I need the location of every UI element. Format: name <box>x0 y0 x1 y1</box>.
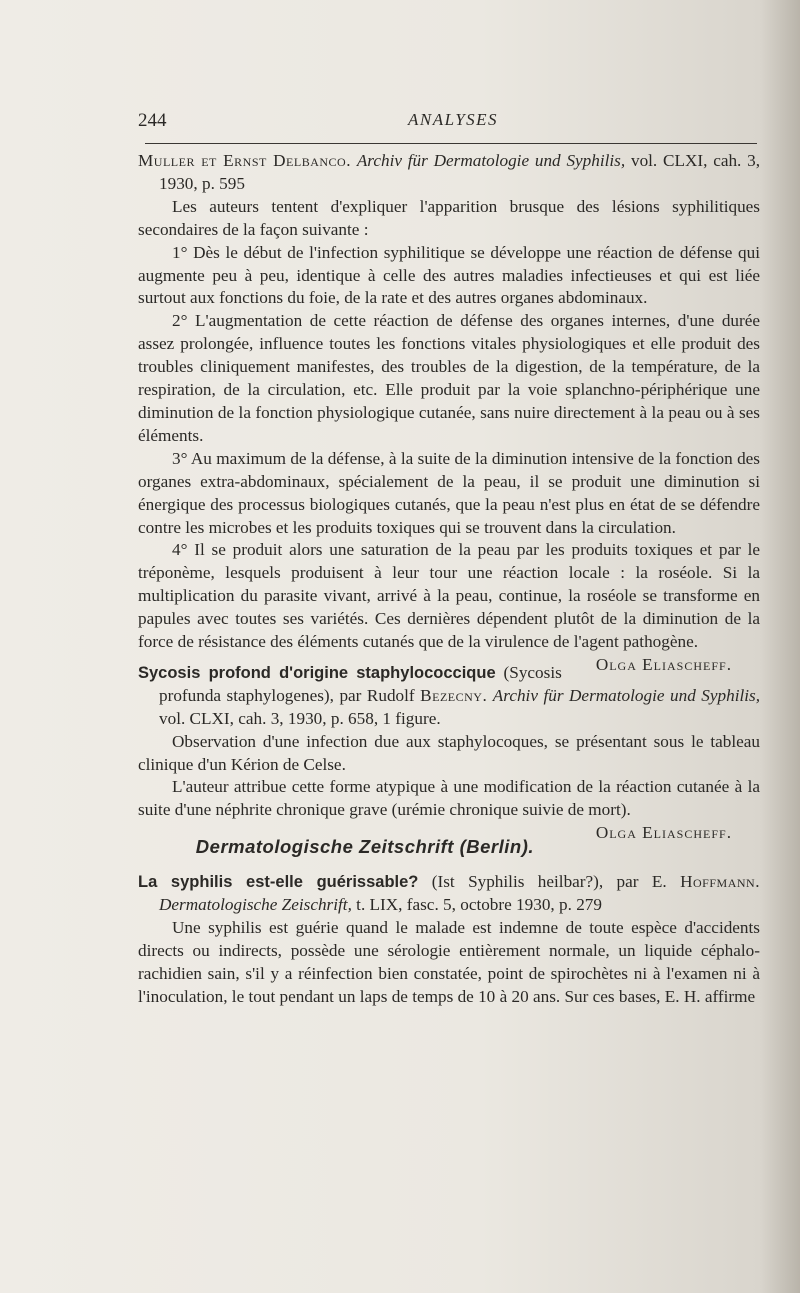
running-title: ANALYSES <box>408 110 499 129</box>
section-heading: Dermatologische Zeitschrift (Berlin). <box>195 836 534 858</box>
article1-journal: Archiv für Dermatologie und Syphilis, <box>356 151 626 170</box>
article1-paragraph: 1° Dès le début de l'infection syphilitique se développe une réaction de défense qui augmente peu à peu, identique à celle des autres maladies infectieuses et qui est liée surtout aux fonctions du foie, de la rate et des autres organes abdominaux. <box>138 242 760 308</box>
article1-paragraph: Les auteurs tentent d'expliquer l'apparition brusque des lésions syphilitiques secondaires de la façon suivante : <box>138 196 760 239</box>
article2-paragraph-text: L'auteur attribue cette forme atypique à une modification de la réaction cutanée à la suite d'une néphrite chronique grave (urémie chronique suivie de mort). <box>138 777 760 820</box>
article1-paragraph: 2° L'augmentation de cette réaction de défense des organes internes, d'une durée assez prolongée, influence toutes les fonctions vitales physiologiques et elle produit des troubles cliniquement manifestes, des troubles de la digestion, de la température, de la respiration, de la circulation, etc. Elle produit par la voie splanchno-périphérique une diminution de la fonction physiologique cutanée, sans nuire directement à la peau ou à ses éléments. <box>138 311 760 445</box>
article2-journal: Archiv für Dermatologie und Syphilis, <box>492 685 761 705</box>
header-rule <box>145 143 757 144</box>
article3-citation <box>138 871 760 917</box>
article3-journal: Dermatologische Zeischrift, <box>159 895 352 915</box>
article2-paragraph: Observation d'une infection due aux staphylocoques, se présentant sous le tableau clinique d'un Kérion de Celse. <box>138 731 760 774</box>
article2-ref: vol. CLXI, cah. 3, 1930, p. 658, 1 figure. <box>159 708 441 728</box>
article3-paragraph: Une syphilis est guérie quand le malade est indemne de toute espèce d'accidents directs ou indirects, possède une sérologie entièrement normale, un liquide céphalo-rachidien sain, s'il y a réinfection bien constatée, point de spirochètes ni à l'examen ni à l'inoculation, le tout pendant un laps de temps de 10 à 20 ans. Sur ces bases, E. H. affirme <box>138 918 760 1006</box>
article2-subtitle: (Sycosis profunda staphylogenes), par Rudolf <box>159 662 562 705</box>
article3-title: La syphilis est-elle guérissable? <box>138 873 419 892</box>
article2-title: Sycosis profond d'origine staphylococcique <box>138 663 496 682</box>
article1-paragraph: 3° Au maximum de la défense, à la suite de la diminution intensive de la fonction des organes extra-abdominaux, spécialement de la peau, il se produit une diminution si énergique des processus biologiques cutanés, que la peau n'est plus en état de se défendre contre les microbes et les produits toxiques qui se trouvent dans la circulation. <box>138 448 760 537</box>
page-body <box>138 150 760 1009</box>
article1-citation <box>138 150 760 196</box>
page-header <box>138 110 758 134</box>
article3-author: Hoffmann. <box>680 872 760 892</box>
article3-subtitle: (Ist Syphilis heilbar?), par E. <box>431 872 667 892</box>
page-number: 244 <box>138 110 167 131</box>
article3-ref: t. LIX, fasc. 5, octobre 1930, p. 279 <box>356 895 602 915</box>
article1-authors: Muller et Ernst Delbanco. <box>138 151 352 170</box>
article1-signature: Olga Eliascheff. <box>595 654 732 674</box>
article2-signature: Olga Eliascheff. <box>595 823 732 843</box>
article1-paragraph-text: 4° Il se produit alors une saturation de la peau par les produits toxiques et par le tréponème, lesquels produisent à leur tour une réaction locale : la roséole. Si la multiplication du parasite vivant, arrivé à la peau, continue, la roséole se transforme en papules avec toutes ses variétés. Ces dernières dépendent plutôt de la diminution de la force de résistance des éléments cutanés que de la virulence de l'agent pathogène. <box>138 540 760 652</box>
article1-ref: vol. CLXI, cah. 3, 1930, p. 595 <box>159 151 761 193</box>
article2-paragraph <box>138 776 760 843</box>
article2-author: Bezecny. <box>420 685 488 705</box>
